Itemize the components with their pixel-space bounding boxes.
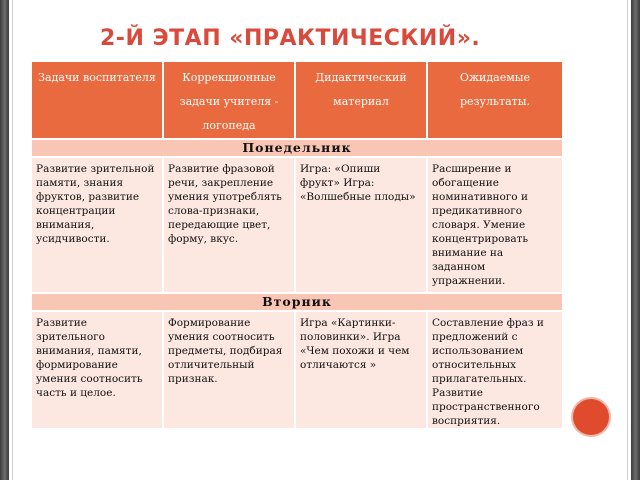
table-row	[31, 311, 563, 429]
table-header-row	[31, 61, 563, 139]
day-label-tuesday: Вторник	[31, 293, 563, 311]
table-row	[31, 157, 563, 293]
header-speech-therapist-tasks: Коррекционные задачи учителя - логопеда	[163, 61, 295, 139]
slide-title: 2-Й ЭТАП «ПРАКТИЧЕСКИЙ».	[100, 26, 481, 51]
tuesday-expected-results: Составление фраз и предложений с использованием относительных прилагательных. Развитие пространственного восприятия.	[427, 311, 563, 429]
right-edge-band	[631, 0, 640, 480]
right-edge-stripe	[627, 0, 628, 480]
header-educator-tasks: Задачи воспитателя	[31, 61, 163, 139]
monday-expected-results: Расширение и обогащение номинативного и предикативного словаря. Умение концентрировать внимание на заданном упражнении.	[427, 157, 563, 293]
header-expected-results: Ожидаемые результаты.	[427, 61, 563, 139]
decorative-circle	[573, 399, 609, 435]
header-didactic-material: Дидактический материал	[295, 61, 427, 139]
tuesday-educator-tasks: Развитие зрительного внимания, памяти, формирование умения соотносить часть и целое.	[31, 311, 163, 429]
tuesday-speech-therapist-tasks: Формирование умения соотносить предметы, подбирая отличительный признак.	[163, 311, 295, 429]
monday-didactic-material: Игра: «Опиши фрукт» Игра: «Волшебные плоды»	[295, 157, 427, 293]
monday-educator-tasks: Развитие зрительной памяти, знания фруктов, развитие концентрации внимания, усидчивости.	[31, 157, 163, 293]
day-row-tuesday	[31, 293, 563, 311]
left-edge-stripe	[12, 0, 13, 480]
left-edge-band	[0, 0, 9, 480]
day-label-monday: Понедельник	[31, 139, 563, 157]
monday-speech-therapist-tasks: Развитие фразовой речи, закрепление умения употреблять слова-признаки, передающие цвет, форму, вкус.	[163, 157, 295, 293]
tuesday-didactic-material: Игра «Картинки-половинки». Игра «Чем похожи и чем отличаются »	[295, 311, 427, 429]
day-row-monday	[31, 139, 563, 157]
lesson-plan-table	[30, 60, 564, 430]
